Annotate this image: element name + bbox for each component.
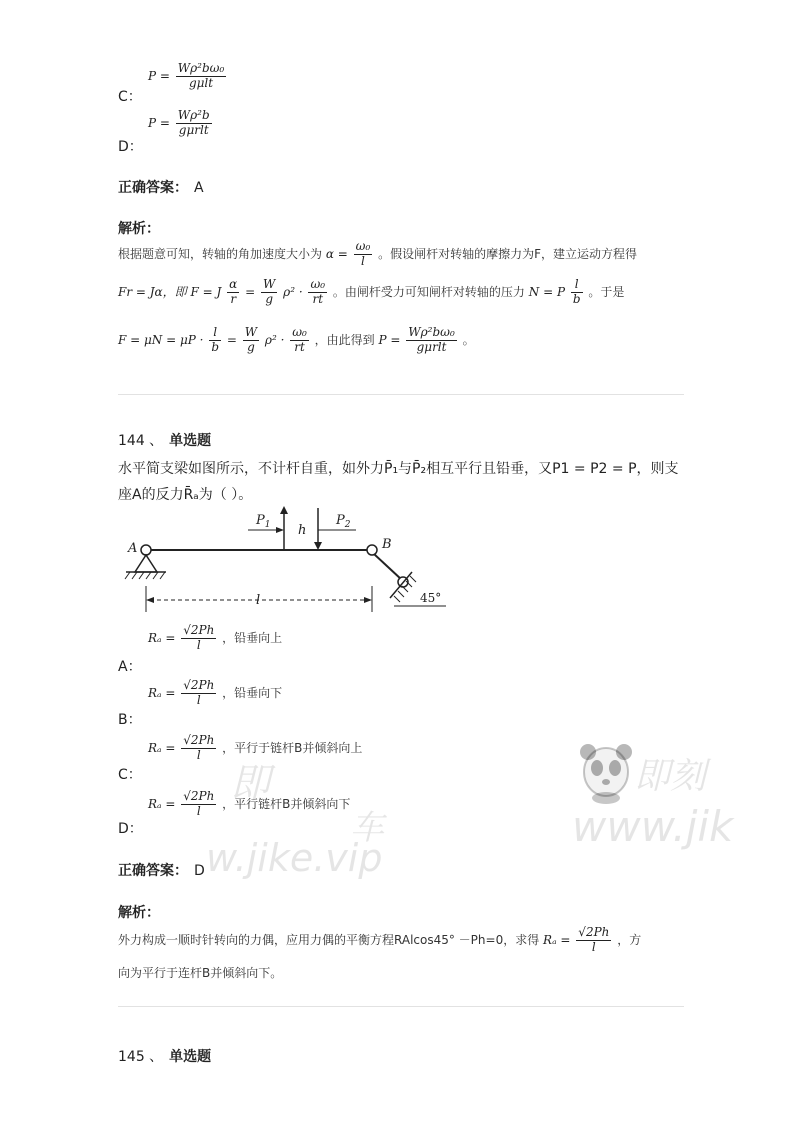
link-b [374,554,402,580]
option-c-label: C： [118,767,142,783]
analysis-143-line2: Fr = Jα，即 F = J $\frac{\alpha}{r}$ = $\frac{W}{g}$ ρ² · $\frac{\text{ω₀}}{rt}$ 。由闸杆受力可知闸杆对转轴的压力 N = P $\frac{l}{b}$ 。于是 [118,277,625,306]
watermark-url-left: w.jike.vip [206,836,383,880]
divider-144 [118,1006,684,1007]
question-144-header: 144 、 单选题 [118,433,212,449]
stem-line-1: 水平简支梁如图所示，不计杆自重，如外力P̄₁与P̄₂相互平行且铅垂，又P1 = P2 = P，则支 [118,461,679,477]
answer-144: 正确答案： D [118,863,205,879]
label-p1: $P_1$ [256,513,271,530]
option-c-label[interactable]: C： [118,89,142,105]
option-d-label: D： [118,821,143,837]
force-p1-arrow [280,506,288,514]
option-a-formula: Rₐ = $\frac{√2Ph}{l}$ ，铅垂向上 [148,623,283,652]
watermark-url-right: www.jik [572,802,734,851]
analysis-143-line1: 根据题意可知，转轴的角加速度大小为 α = $\frac{\text{ω₀}}{l}$ 。假设闸杆对转轴的摩擦力为F，建立运动方程得 [118,239,637,268]
watermark-text-2: 车 [350,808,384,848]
label-b: B [382,537,392,552]
label-l: l [256,593,261,608]
option-d-label[interactable]: D： [118,139,143,155]
watermark-text-3: 即刻 [634,756,707,797]
force-p2-arrow [314,542,322,550]
p1-tick-arrow [276,527,284,533]
option-d-formula: Rₐ = $\frac{√2Ph}{l}$ ，平行链杆B并倾斜向下 [148,789,351,818]
analysis-label-143: 解析： [118,221,160,237]
watermark-text-1: 即 [230,761,270,807]
panda-logo-icon [578,740,634,804]
dim-l-arrow-right [364,597,372,603]
support-a-triangle [135,555,157,572]
support-a-hatch [125,572,165,579]
answer-143: 正确答案： A [118,180,204,196]
stem-line-2: 座A的反力R̄ₐ为（ ）。 [118,487,253,503]
pin-a [141,545,151,555]
divider-143 [118,394,684,395]
option-c-formula: Rₐ = $\frac{√2Ph}{l}$ ，平行于链杆B并倾斜向上 [148,733,363,762]
pin-b [367,545,377,555]
option-a-label: A： [118,659,142,675]
label-p2: $P_2$ [336,513,351,530]
option-c-formula: P = $\frac{\text{Wρ²bω₀}}{\text{gμlt}}$ [148,61,225,90]
option-b-label: B： [118,712,142,728]
analysis-label-144: 解析： [118,905,160,921]
option-b-formula: Rₐ = $\frac{√2Ph}{l}$ ，铅垂向下 [148,678,283,707]
option-d-formula: P = $\frac{\text{Wρ²b}}{\text{gμrlt}}$ [148,108,210,137]
label-a: A [128,541,138,556]
dim-l-arrow-left [146,597,154,603]
label-angle: 45° [420,591,442,605]
analysis-143-line3: F = μN = μP · $\frac{l}{b}$ = $\frac{W}{g}$ ρ² · $\frac{\text{ω₀}}{rt}$ ，由此得到 P = $\frac{\text{Wρ²bω₀}}{\text{gμrlt}}$ 。 [118,325,475,354]
question-145-header: 145 、 单选题 [118,1049,212,1065]
analysis-144-line2: 向为平行于连杆B并倾斜向下。 [118,966,283,980]
label-h: h [298,523,307,538]
analysis-144-line1: 外力构成一顺时针转向的力偶，应用力偶的平衡方程RAlcos45° －Ph=0，求得 Rₐ = $\frac{√2Ph}{l}$ ，方 [118,925,642,954]
beam-figure [118,500,458,620]
